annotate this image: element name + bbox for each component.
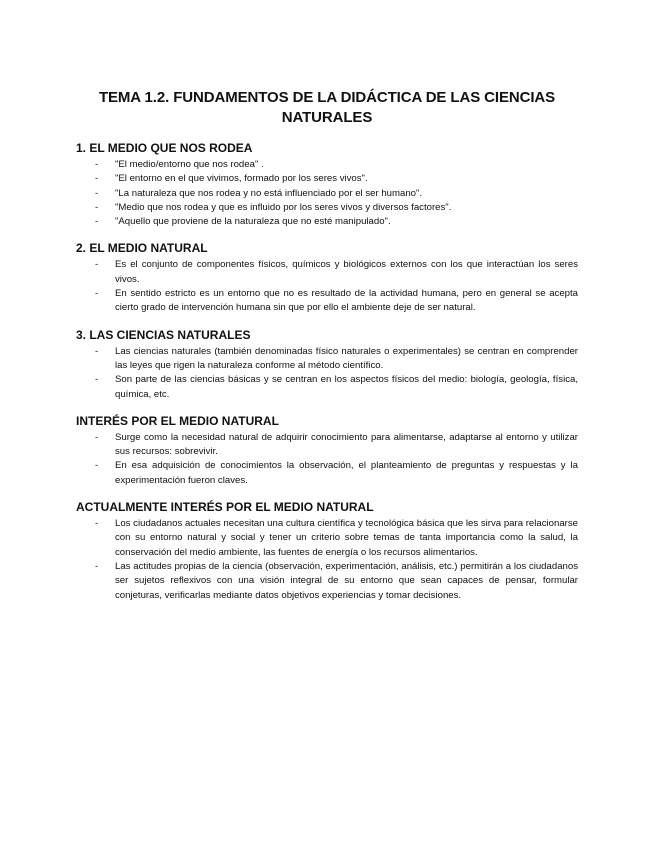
bullet-dash: - xyxy=(95,518,99,530)
bullet-dash: - xyxy=(95,460,99,472)
list-item xyxy=(76,187,578,201)
bullet-dash: - xyxy=(95,173,99,185)
list-item xyxy=(76,215,578,229)
bullet-dash: - xyxy=(95,431,99,443)
list-item xyxy=(76,373,578,402)
bullet-dash: - xyxy=(95,374,99,386)
bullet-list xyxy=(76,345,578,402)
section-heading: 3. LAS CIENCIAS NATURALES xyxy=(76,327,251,342)
list-item-text: "Aquello que proviene de la naturaleza que no esté manipulado". xyxy=(115,216,391,228)
section-actualmente-interes xyxy=(76,500,578,603)
list-item xyxy=(76,258,578,287)
list-item-text: "Medio que nos rodea y que es influido por los seres vivos y diversos factores". xyxy=(115,201,452,213)
list-item-text: Son parte de las ciencias básicas y se centran en los aspectos físicos del medio: biología, geología, física, química, etc. xyxy=(115,374,578,400)
section-ciencias-naturales xyxy=(76,328,578,402)
bullet-list xyxy=(76,258,578,315)
list-item-text: Las actitudes propias de la ciencia (observación, experimentación, análisis, etc.) permitirán a los ciudadanos ser sujetos reflexivos con una visión integral de su entorno que sean capaces de pensar, formular conjeturas, verificarlas mediante datos objetivos experiencias y tomar decisiones. xyxy=(115,560,578,601)
list-item xyxy=(76,172,578,186)
list-item-text: "El entorno en el que vivimos, formado por los seres vivos". xyxy=(115,173,368,185)
section-heading: 2. EL MEDIO NATURAL xyxy=(76,241,208,256)
list-item-text: Es el conjunto de componentes físicos, químicos y biológicos externos con los que interactúan los seres vivos. xyxy=(115,259,578,285)
list-item xyxy=(76,345,578,374)
section-heading: ACTUALMENTE INTERÉS POR EL MEDIO NATURAL xyxy=(76,500,374,515)
bullet-list xyxy=(76,158,578,229)
list-item xyxy=(76,431,578,460)
bullet-dash: - xyxy=(95,216,99,228)
list-item-text: En esa adquisición de conocimientos la observación, el planteamiento de preguntas y respuestas y la experimentación fueron claves. xyxy=(115,460,578,486)
list-item-text: "El medio/entorno que nos rodea" . xyxy=(115,159,264,170)
list-item xyxy=(76,459,578,488)
list-item xyxy=(76,287,578,316)
bullet-dash: - xyxy=(95,288,99,300)
section-heading: 1. EL MEDIO QUE NOS RODEA xyxy=(76,141,253,155)
bullet-dash: - xyxy=(95,345,99,357)
list-item xyxy=(76,158,578,172)
bullet-dash: - xyxy=(95,259,99,271)
section-heading: INTERÉS POR EL MEDIO NATURAL xyxy=(76,413,279,428)
list-item xyxy=(76,560,578,603)
list-item-text: En sentido estricto es un entorno que no es resultado de la actividad humana, pero en general se acepta cierto grado de intervención humana sin que por ello el ambiente deje de ser natural. xyxy=(115,288,578,314)
document-title: TEMA 1.2. FUNDAMENTOS DE LA DIDÁCTICA DE LAS CIENCIAS NATURALES xyxy=(98,89,556,126)
list-item-text: "La naturaleza que nos rodea y no está influenciado por el ser humano". xyxy=(115,187,423,199)
section-medio-natural xyxy=(76,241,578,315)
list-item-text: Los ciudadanos actuales necesitan una cultura científica y tecnológica básica que les sirva para relacionarse con su entorno natural y social y tener un criterio sobre temas de tanta importancia como la salud, la conservación del medio ambiente, las fuentes de energía o los recursos alimentarios. xyxy=(115,518,578,558)
bullet-dash: - xyxy=(95,560,99,572)
bullet-dash: - xyxy=(95,159,99,170)
bullet-list xyxy=(76,431,578,488)
list-item xyxy=(76,517,578,560)
document-page xyxy=(76,88,578,615)
list-item-text: Las ciencias naturales (también denominadas físico naturales o experimentales) se centran en comprender las leyes que rigen la naturaleza conforme al método científico. xyxy=(115,345,578,371)
section-medio-que-nos-rodea xyxy=(76,141,578,229)
list-item xyxy=(76,201,578,215)
section-interes-medio-natural xyxy=(76,414,578,488)
bullet-list xyxy=(76,517,578,603)
bullet-dash: - xyxy=(95,187,99,199)
list-item-text: Surge como la necesidad natural de adquirir conocimiento para alimentarse, adaptarse al entorno y utilizar sus recursos: sobrevivir. xyxy=(115,431,578,458)
bullet-dash: - xyxy=(95,201,99,213)
